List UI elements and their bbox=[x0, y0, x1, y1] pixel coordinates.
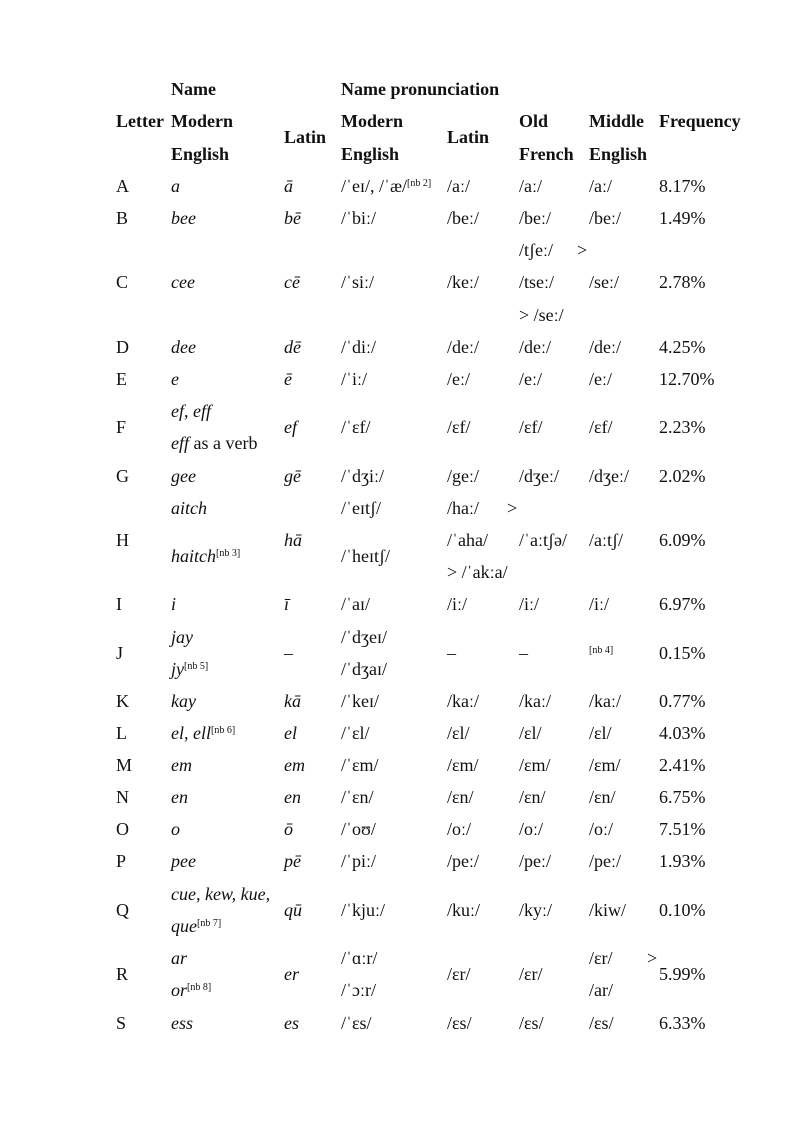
pron-old-french-cell: /ɛf/ bbox=[519, 417, 543, 437]
pron-middle-english-line: /ar/ bbox=[589, 980, 613, 1000]
footnote-ref[interactable]: [nb 7] bbox=[197, 918, 222, 929]
name-latin-cell: ā bbox=[284, 176, 293, 196]
name-usage-note: as a verb bbox=[189, 433, 258, 453]
pron-middle-english-arrow: > bbox=[647, 948, 658, 968]
pron-modern-line: /ˈɑːr/ bbox=[341, 948, 378, 968]
separator: , bbox=[184, 401, 193, 421]
pron-modern-cell bbox=[341, 177, 431, 195]
pron-latin-cell: /deː/ bbox=[447, 337, 479, 357]
pron-latin-cell: /geː/ bbox=[447, 466, 479, 486]
pron-middle-english-cell: /eː/ bbox=[589, 369, 612, 389]
name-english-cell: jay bbox=[171, 627, 193, 647]
pron-latin-cell: /ɛs/ bbox=[447, 1013, 472, 1033]
letter-cell: C bbox=[116, 272, 129, 292]
pron-latin-arrow: > bbox=[507, 498, 518, 518]
frequency-cell: 4.25% bbox=[659, 337, 706, 357]
header-name-latin: Latin bbox=[284, 127, 327, 147]
frequency-cell: 2.41% bbox=[659, 755, 706, 775]
name-latin-cell: bē bbox=[284, 208, 301, 228]
frequency-cell: 0.15% bbox=[659, 643, 706, 663]
name-english-cell: em bbox=[171, 755, 192, 775]
header-middle: Middle bbox=[589, 111, 645, 131]
pron-latin-cell: /kaː/ bbox=[447, 691, 479, 711]
pron-modern-cell: /ˈɛm/ bbox=[341, 755, 379, 775]
pron-middle-english-cell: /aː/ bbox=[589, 176, 612, 196]
name-variant: eff bbox=[193, 401, 211, 421]
pron-latin-line: > /ˈakːa/ bbox=[447, 562, 508, 582]
frequency-cell: 6.75% bbox=[659, 787, 706, 807]
pron-old-french-cell: /deː/ bbox=[519, 337, 551, 357]
letter-cell: Q bbox=[116, 900, 129, 920]
separator: , bbox=[184, 723, 193, 743]
pron-latin-cell: /peː/ bbox=[447, 851, 479, 871]
name-english-cell: gee bbox=[171, 466, 196, 486]
header-name-modern: Modern bbox=[171, 111, 233, 131]
name-latin-cell: kā bbox=[284, 691, 301, 711]
letter-cell: L bbox=[116, 723, 127, 743]
letter-cell: S bbox=[116, 1013, 127, 1033]
pron-modern-line: /ˈdʒeɪ/ bbox=[341, 627, 387, 647]
frequency-cell: 2.02% bbox=[659, 466, 706, 486]
name-variant: el bbox=[171, 723, 184, 743]
name-english-cell: pee bbox=[171, 851, 196, 871]
pron-old-french-cell: /ɛr/ bbox=[519, 964, 543, 984]
frequency-cell: 2.78% bbox=[659, 272, 706, 292]
name-english-cell: cee bbox=[171, 272, 195, 292]
header-pron-english: English bbox=[341, 144, 400, 164]
pron-middle-english-cell: /iː/ bbox=[589, 594, 610, 614]
pron-old-french-cell: /eː/ bbox=[519, 369, 542, 389]
header-name-english: English bbox=[171, 144, 230, 164]
pron-modern-line: /ˈɔːr/ bbox=[341, 980, 376, 1000]
pron-modern-text: /ˈeɪ/, /ˈæ/ bbox=[341, 176, 407, 196]
pron-middle-english-cell: /ɛf/ bbox=[589, 417, 613, 437]
pron-modern-line: /ˈdʒaɪ/ bbox=[341, 659, 387, 679]
pron-latin-cell: /oː/ bbox=[447, 819, 472, 839]
name-english-cell: en bbox=[171, 787, 188, 807]
pron-middle-english-cell: /kiw/ bbox=[589, 900, 627, 920]
name-latin-cell: cē bbox=[284, 272, 300, 292]
name-variant: ef bbox=[171, 401, 184, 421]
pron-modern-cell: /ˈkjuː/ bbox=[341, 900, 385, 920]
pron-latin-cell: /ɛr/ bbox=[447, 964, 471, 984]
name-variant: or bbox=[171, 980, 188, 1000]
footnote-ref[interactable]: [nb 3] bbox=[216, 548, 241, 559]
name-variant: ell bbox=[193, 723, 211, 743]
name-variant: eff bbox=[171, 433, 189, 453]
pron-modern-cell: /ˈɛn/ bbox=[341, 787, 374, 807]
name-variant: haitch bbox=[171, 546, 216, 566]
name-latin-cell: ef bbox=[284, 417, 297, 437]
name-variant: que bbox=[171, 916, 197, 936]
letter-cell: R bbox=[116, 964, 129, 984]
letter-cell: D bbox=[116, 337, 129, 357]
pron-middle-english-cell: /ɛm/ bbox=[589, 755, 621, 775]
pron-old-french-line: /tseː/ bbox=[519, 272, 554, 292]
name-latin-cell: dē bbox=[284, 337, 301, 357]
pron-modern-line: /ˈeɪtʃ/ bbox=[341, 498, 381, 518]
letter-cell: F bbox=[116, 417, 127, 437]
footnote-ref[interactable]: [nb 4] bbox=[589, 645, 614, 656]
name-english-cell: ar bbox=[171, 948, 188, 968]
header-letter: Letter bbox=[116, 111, 164, 131]
pron-latin-cell: /iː/ bbox=[447, 594, 468, 614]
pron-modern-line: /ˈheɪtʃ/ bbox=[341, 546, 390, 566]
pron-middle-english-cell: /seː/ bbox=[589, 272, 619, 292]
frequency-cell: 0.10% bbox=[659, 900, 706, 920]
frequency-cell: 8.17% bbox=[659, 176, 706, 196]
name-latin-cell: el bbox=[284, 723, 297, 743]
pron-middle-english-cell: /oː/ bbox=[589, 819, 614, 839]
frequency-cell: 12.70% bbox=[659, 369, 715, 389]
name-english-cell bbox=[171, 724, 235, 742]
name-english-cell: ess bbox=[171, 1013, 193, 1033]
pron-modern-cell: /ˈɛl/ bbox=[341, 723, 370, 743]
header-frequency: Frequency bbox=[659, 111, 741, 131]
pron-modern-cell: /ˈkeɪ/ bbox=[341, 691, 379, 711]
pron-modern-cell: /ˈbiː/ bbox=[341, 208, 376, 228]
name-english-cell bbox=[171, 917, 221, 935]
pron-latin-cell: /ɛm/ bbox=[447, 755, 479, 775]
pron-middle-english-cell: /dʒeː/ bbox=[589, 466, 629, 486]
name-english-cell: kay bbox=[171, 691, 196, 711]
frequency-cell: 0.77% bbox=[659, 691, 706, 711]
pron-modern-cell: /ˈdʒiː/ bbox=[341, 466, 384, 486]
pron-old-french-cell: /ˈaːtʃə/ bbox=[519, 530, 567, 550]
letter-cell: H bbox=[116, 530, 129, 550]
name-english-cell: e bbox=[171, 369, 179, 389]
pron-old-french-cell: /beː/ bbox=[519, 208, 551, 228]
header-french: French bbox=[519, 144, 574, 164]
header-name-pronunciation: Name pronunciation bbox=[341, 79, 500, 99]
pron-latin-cell: – bbox=[447, 643, 456, 663]
pron-old-french-cell: /peː/ bbox=[519, 851, 551, 871]
pron-old-french-cell: /ɛn/ bbox=[519, 787, 546, 807]
pron-middle-english-cell: /deː/ bbox=[589, 337, 621, 357]
footnote-ref[interactable]: [nb 5] bbox=[184, 661, 209, 672]
pron-old-french-cell: – bbox=[519, 643, 528, 663]
name-english-cell bbox=[171, 660, 208, 678]
pron-old-french-line: > /seː/ bbox=[519, 305, 564, 325]
name-latin-cell: em bbox=[284, 755, 305, 775]
frequency-cell: 1.93% bbox=[659, 851, 706, 871]
frequency-cell: 6.97% bbox=[659, 594, 706, 614]
pron-old-french-cell: /ɛl/ bbox=[519, 723, 542, 743]
name-english-cell: bee bbox=[171, 208, 196, 228]
header-pron-modern: Modern bbox=[341, 111, 403, 131]
name-english-cell: dee bbox=[171, 337, 196, 357]
pron-middle-english-cell: /ɛs/ bbox=[589, 1013, 614, 1033]
pron-old-french-cell: /ɛs/ bbox=[519, 1013, 544, 1033]
pron-middle-english-cell bbox=[589, 644, 613, 662]
footnote-ref[interactable]: [nb 6] bbox=[211, 725, 236, 736]
pron-latin-cell: /aː/ bbox=[447, 176, 470, 196]
name-english-cell bbox=[171, 981, 211, 999]
letter-cell: N bbox=[116, 787, 129, 807]
name-english-cell: i bbox=[171, 594, 177, 614]
frequency-cell: 6.09% bbox=[659, 530, 706, 550]
name-english-note bbox=[171, 434, 257, 452]
footnote-ref[interactable]: [nb 2] bbox=[407, 178, 432, 189]
name-english-cell: o bbox=[171, 819, 180, 839]
letter-cell: I bbox=[116, 594, 122, 614]
pron-latin-cell: /ɛl/ bbox=[447, 723, 470, 743]
pron-latin-cell: /keː/ bbox=[447, 272, 479, 292]
pron-latin-cell: /kuː/ bbox=[447, 900, 481, 920]
name-english-cell bbox=[171, 547, 240, 565]
pron-old-french-arrow: > bbox=[577, 240, 588, 260]
pron-latin-cell: /beː/ bbox=[447, 208, 479, 228]
pron-latin-cell: /ɛf/ bbox=[447, 417, 471, 437]
pron-modern-cell: /ˈsiː/ bbox=[341, 272, 375, 292]
name-latin-cell: en bbox=[284, 787, 301, 807]
letter-cell: B bbox=[116, 208, 129, 228]
pron-latin-cell: /ɛn/ bbox=[447, 787, 474, 807]
letter-cell: O bbox=[116, 819, 129, 839]
footnote-ref[interactable]: [nb 8] bbox=[187, 982, 212, 993]
name-latin-cell: – bbox=[284, 643, 293, 663]
name-english-cell bbox=[171, 402, 211, 420]
pron-old-french-cell: /ɛm/ bbox=[519, 755, 551, 775]
pron-old-french-cell: /kaː/ bbox=[519, 691, 551, 711]
letter-cell: G bbox=[116, 466, 129, 486]
pron-old-french-cell: /kyː/ bbox=[519, 900, 553, 920]
name-latin-cell: gē bbox=[284, 466, 301, 486]
header-middle-english: English bbox=[589, 144, 648, 164]
pron-middle-english-cell: /peː/ bbox=[589, 851, 621, 871]
name-english-cell: a bbox=[171, 176, 180, 196]
pron-modern-cell: /ˈpiː/ bbox=[341, 851, 376, 871]
pron-latin-cell: /eː/ bbox=[447, 369, 470, 389]
pron-modern-cell: /ˈɛf/ bbox=[341, 417, 371, 437]
header-pron-latin: Latin bbox=[447, 127, 490, 147]
letter-cell: P bbox=[116, 851, 127, 871]
pron-middle-english-cell: /kaː/ bbox=[589, 691, 621, 711]
pron-modern-cell: /ˈiː/ bbox=[341, 369, 367, 389]
pron-middle-english-cell: /ɛn/ bbox=[589, 787, 616, 807]
pron-old-french-cell: /dʒeː/ bbox=[519, 466, 559, 486]
name-english-cell: cue, kew, kue, bbox=[171, 884, 271, 904]
name-latin-cell: ō bbox=[284, 819, 293, 839]
name-variant: jy bbox=[171, 659, 184, 679]
name-latin-cell: ī bbox=[284, 594, 290, 614]
name-latin-cell: qū bbox=[284, 900, 302, 920]
pron-middle-english-cell: /aːtʃ/ bbox=[589, 530, 623, 550]
pron-middle-english-cell: /beː/ bbox=[589, 208, 621, 228]
pron-modern-cell: /ˈoʊ/ bbox=[341, 819, 376, 839]
letter-cell: J bbox=[116, 643, 124, 663]
pron-modern-cell: /ˈdiː/ bbox=[341, 337, 376, 357]
letter-cell: A bbox=[116, 176, 129, 196]
pron-modern-cell: /ˈɛs/ bbox=[341, 1013, 372, 1033]
pron-old-french-line: /tʃeː/ bbox=[519, 240, 553, 260]
frequency-cell: 4.03% bbox=[659, 723, 706, 743]
letter-cell: M bbox=[116, 755, 133, 775]
name-latin-cell: ē bbox=[284, 369, 292, 389]
frequency-cell: 1.49% bbox=[659, 208, 706, 228]
pron-modern-cell: /ˈaɪ/ bbox=[341, 594, 370, 614]
letter-cell: K bbox=[116, 691, 129, 711]
letter-cell: E bbox=[116, 369, 127, 389]
header-old: Old bbox=[519, 111, 549, 131]
name-english-cell: aitch bbox=[171, 498, 207, 518]
pron-middle-english-line: /ɛr/ bbox=[589, 948, 613, 968]
pron-latin-line: /haː/ bbox=[447, 498, 479, 518]
pron-old-french-cell: /oː/ bbox=[519, 819, 544, 839]
frequency-cell: 7.51% bbox=[659, 819, 706, 839]
name-latin-cell: pē bbox=[284, 851, 301, 871]
frequency-cell: 6.33% bbox=[659, 1013, 706, 1033]
frequency-cell: 5.99% bbox=[659, 964, 706, 984]
name-latin-cell: es bbox=[284, 1013, 299, 1033]
pron-old-french-cell: /iː/ bbox=[519, 594, 540, 614]
header-name: Name bbox=[171, 79, 216, 99]
pron-latin-line: /ˈaha/ bbox=[447, 530, 488, 550]
frequency-cell: 2.23% bbox=[659, 417, 706, 437]
pron-middle-english-cell: /ɛl/ bbox=[589, 723, 612, 743]
pron-old-french-cell: /aː/ bbox=[519, 176, 542, 196]
name-latin-cell: er bbox=[284, 964, 299, 984]
name-latin-cell: hā bbox=[284, 530, 302, 550]
